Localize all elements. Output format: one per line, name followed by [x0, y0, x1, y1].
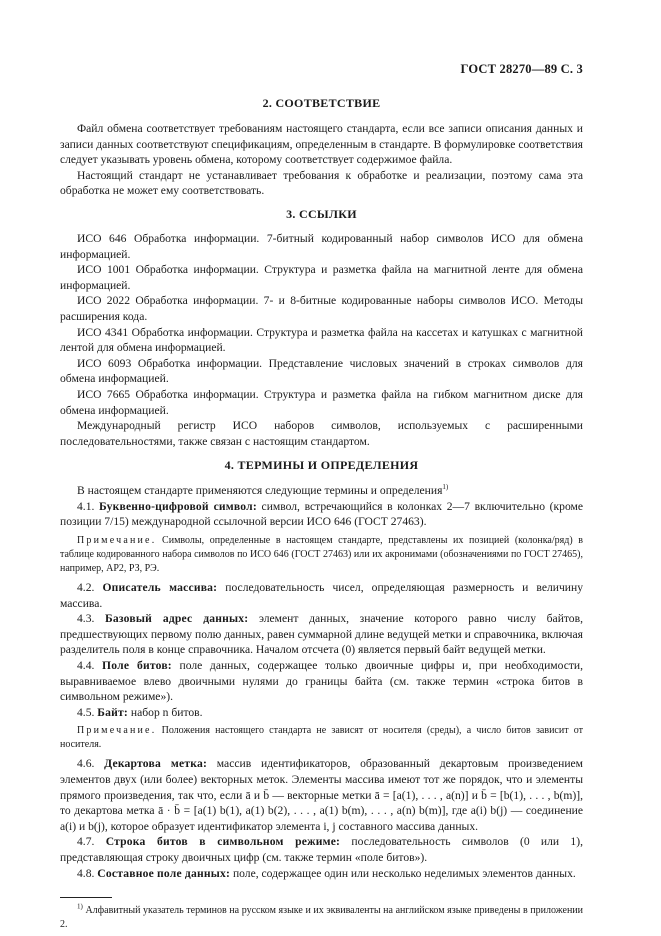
term-4-3 [60, 611, 583, 658]
term-4-1 [60, 499, 583, 530]
term-number: 4.2. [77, 581, 95, 595]
section-4-title: 4. ТЕРМИНЫ И ОПРЕДЕЛЕНИЯ [224, 458, 419, 473]
term-4-5 [60, 705, 583, 721]
footnote-ref: 1) [442, 483, 449, 492]
ref-iso-6093: ИСО 6093 Обработка информации. Представление числовых значений в строках символов для обмена информацией. [60, 356, 583, 386]
footnote-mark: 1) [77, 902, 83, 911]
section-2-title: 2. СООТВЕТСТВИЕ [262, 96, 381, 110]
ref-iso-1001: ИСО 1001 Обработка информации. Структура и разметка файла на магнитной ленте для обмена информацией. [60, 263, 583, 292]
ref-registry: Международный регистр ИСО наборов символов, используемых с расширенными последовательностями, также связан с настоящим стандартом. [60, 419, 583, 448]
term-number: 4.7. [77, 835, 95, 849]
term-name: Строка битов в символьном режиме: [105, 835, 341, 849]
section-3-title: 3. ССЫЛКИ [286, 206, 357, 221]
s4-intro-text: В настоящем стандарте применяются следующие термины и определения [77, 484, 443, 498]
term-definition: последовательность чисел, определяющая размерность и величину массива. [60, 581, 583, 610]
term-name: Буквенно-цифровой символ: [99, 499, 257, 513]
term-number: 4.3. [77, 612, 95, 626]
term-name: Описатель массива: [102, 581, 218, 595]
s2-paragraph-2: Настоящий стандарт не устанавливает требования к обработке и реализации, поэтому сама эта обработка не может ему соответствовать. [60, 168, 583, 198]
note-2 [60, 724, 583, 752]
term-number: 4.5. [77, 705, 95, 719]
note-label: Примечание. [77, 725, 157, 737]
ref-iso-2022: ИСО 2022 Обработка информации. 7- и 8-битные кодированные наборы символов ИСО. Методы расширения кода. [60, 294, 583, 323]
term-definition: массив идентификаторов, образованный декартовым произведением элементов двух (или более) векторных меток. Элементы массива имеют тот же порядок, что и элементы прямого произведения, так что, если ā и b̄ — векторные метки ā = [a(1), . . . , a(n)] и b̄ = [b(1), . . . , b(m)], то декартова метка ā · b̄ = [a(1) b(1), a(1) b(2), . . . , a(1) b(m), . . . , a(n) b(m)], где a(i) b(j) — соединение a(i) и b(j), которое образует идентификатор элемента i, j составного массива данных. [60, 757, 584, 833]
term-name: Декартова метка: [104, 757, 208, 771]
term-definition: символ, встречающийся в колонках 2—7 включительно (кроме позиции 7/15) международной ссылочной версии ИСО 646 (ГОСТ 27463). [60, 499, 584, 529]
note-1 [60, 534, 583, 576]
term-4-6 [60, 756, 583, 834]
note-text: Символы, определенные в настоящем стандарте, представлены их позицией (колонка/ряд) в таблице кодированного набора символов по ИСО 646 (ГОСТ 27463) или их акронимами (обозначениями по ГОСТ 27465), например, АР2, РЗ, РЭ. [60, 535, 583, 575]
term-definition: поле, содержащее один или несколько неделимых элементов данных. [232, 866, 576, 880]
footnote [60, 904, 583, 932]
term-name: Составное поле данных: [97, 866, 231, 880]
note-label: Примечание. [77, 535, 157, 547]
ref-iso-646: ИСО 646 Обработка информации. 7-битный кодированный набор символов ИСО для обмена информацией. [60, 231, 583, 261]
note-text: Положения настоящего стандарта не зависят от носителя (среды), а число битов зависит от носителя. [60, 725, 583, 751]
term-number: 4.8. [77, 866, 95, 880]
s2-paragraph-1: Файл обмена соответствует требованиям настоящего стандарта, если все записи описания данных и записи данных соответствуют спецификациям, определенным в стандарте. В формулировке соответствия следует указывать уровень обмена, которому соответствует содержимое файла. [60, 122, 583, 167]
term-name: Байт: [97, 705, 128, 719]
term-definition: набор n битов. [130, 705, 203, 719]
term-number: 4.4. [77, 659, 95, 673]
footnote-text: Алфавитный указатель терминов на русском языке и их эквиваленты на английском языке приведены в приложении 2. [60, 905, 584, 931]
term-4-8 [60, 866, 583, 882]
term-name: Поле битов: [102, 659, 172, 673]
term-number: 4.6. [77, 757, 95, 771]
term-name: Базовый адрес данных: [105, 612, 249, 626]
term-number: 4.1. [77, 499, 95, 513]
term-definition: поле данных, содержащее только двоичные цифры и, при необходимости, выравниваемое влево двоичными нулями до границы байта (см. также термин «строка битов в символьном режиме»). [60, 659, 584, 704]
term-definition: последовательность символов (0 или 1), представляющая строку двоичных цифр (см. также термин «поле битов»). [60, 835, 583, 864]
term-4-2 [60, 580, 583, 611]
document-body [60, 96, 583, 932]
term-4-7 [60, 834, 583, 865]
ref-iso-7665: ИСО 7665 Обработка информации. Структура и разметка файла на гибком магнитном диске для обмена информацией. [60, 387, 583, 417]
ref-iso-4341: ИСО 4341 Обработка информации. Структура и разметка файла на кассетах и катушках с магнитной лентой для обмена информацией. [60, 325, 583, 355]
s4-intro [60, 483, 583, 499]
term-definition: элемент данных, значение которого равно числу байтов, предшествующих первому полю данных, равен суммарной длине ведущей метки и справочника, включая разделитель поля в конце справочника. Началом отсчета (0) является первый байт ведущей метки. [60, 612, 583, 657]
page-header: ГОСТ 28270—89 С. 3 [460, 62, 583, 76]
term-4-4 [60, 658, 583, 705]
